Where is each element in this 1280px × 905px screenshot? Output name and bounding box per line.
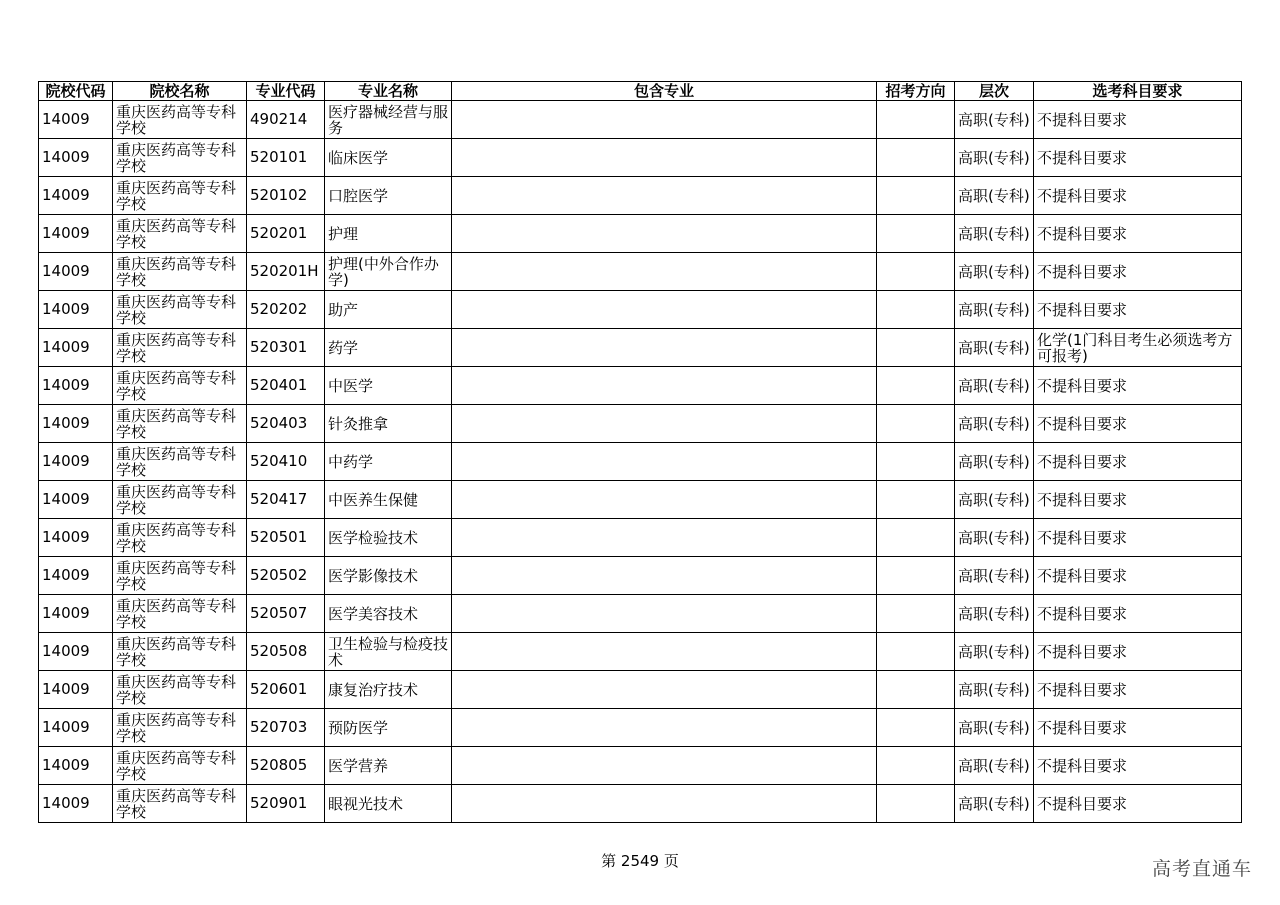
cell-major-code: 490214 <box>247 101 325 139</box>
cell-subject-requirement: 不提科目要求 <box>1034 595 1242 633</box>
cell-level: 高职(专科) <box>955 443 1034 481</box>
cell-level: 高职(专科) <box>955 557 1034 595</box>
cell-school-name: 重庆医药高等专科学校 <box>113 291 247 329</box>
cell-direction <box>877 557 955 595</box>
table-row <box>39 595 1242 633</box>
cell-included-majors <box>452 595 877 633</box>
cell-major-code: 520202 <box>247 291 325 329</box>
cell-direction <box>877 519 955 557</box>
cell-subject-requirement: 不提科目要求 <box>1034 785 1242 823</box>
cell-school-name: 重庆医药高等专科学校 <box>113 253 247 291</box>
header-included-majors: 包含专业 <box>452 82 877 101</box>
cell-included-majors <box>452 101 877 139</box>
cell-included-majors <box>452 253 877 291</box>
cell-major-code: 520101 <box>247 139 325 177</box>
cell-direction <box>877 785 955 823</box>
cell-direction <box>877 291 955 329</box>
cell-direction <box>877 481 955 519</box>
table-row <box>39 633 1242 671</box>
cell-major-name: 护理 <box>325 215 452 253</box>
cell-direction <box>877 215 955 253</box>
header-level: 层次 <box>955 82 1034 101</box>
cell-school-code: 14009 <box>39 557 113 595</box>
cell-subject-requirement: 不提科目要求 <box>1034 443 1242 481</box>
cell-direction <box>877 405 955 443</box>
cell-subject-requirement: 不提科目要求 <box>1034 557 1242 595</box>
table-row <box>39 557 1242 595</box>
header-row <box>39 82 1242 101</box>
cell-major-name: 护理(中外合作办学) <box>325 253 452 291</box>
cell-major-code: 520901 <box>247 785 325 823</box>
cell-major-code: 520201 <box>247 215 325 253</box>
cell-school-code: 14009 <box>39 177 113 215</box>
cell-school-name: 重庆医药高等专科学校 <box>113 101 247 139</box>
cell-school-name: 重庆医药高等专科学校 <box>113 139 247 177</box>
cell-level: 高职(专科) <box>955 215 1034 253</box>
cell-subject-requirement: 不提科目要求 <box>1034 177 1242 215</box>
cell-subject-requirement: 不提科目要求 <box>1034 481 1242 519</box>
cell-school-code: 14009 <box>39 481 113 519</box>
cell-school-code: 14009 <box>39 215 113 253</box>
cell-school-name: 重庆医药高等专科学校 <box>113 557 247 595</box>
cell-major-name: 临床医学 <box>325 139 452 177</box>
table-row <box>39 253 1242 291</box>
cell-school-code: 14009 <box>39 747 113 785</box>
cell-school-code: 14009 <box>39 101 113 139</box>
cell-direction <box>877 633 955 671</box>
watermark-text: 高考直通车 <box>1151 858 1252 880</box>
cell-subject-requirement: 不提科目要求 <box>1034 139 1242 177</box>
cell-direction <box>877 253 955 291</box>
cell-level: 高职(专科) <box>955 367 1034 405</box>
cell-subject-requirement: 不提科目要求 <box>1034 747 1242 785</box>
cell-level: 高职(专科) <box>955 709 1034 747</box>
cell-included-majors <box>452 557 877 595</box>
cell-major-name: 药学 <box>325 329 452 367</box>
cell-school-name: 重庆医药高等专科学校 <box>113 443 247 481</box>
cell-school-name: 重庆医药高等专科学校 <box>113 481 247 519</box>
cell-major-name: 医疗器械经营与服务 <box>325 101 452 139</box>
cell-subject-requirement: 不提科目要求 <box>1034 253 1242 291</box>
table-row <box>39 139 1242 177</box>
cell-included-majors <box>452 671 877 709</box>
cell-direction <box>877 367 955 405</box>
cell-school-code: 14009 <box>39 139 113 177</box>
header-school-code: 院校代码 <box>39 82 113 101</box>
cell-included-majors <box>452 329 877 367</box>
cell-school-code: 14009 <box>39 519 113 557</box>
cell-major-name: 眼视光技术 <box>325 785 452 823</box>
header-major-code: 专业代码 <box>247 82 325 101</box>
cell-included-majors <box>452 709 877 747</box>
cell-school-name: 重庆医药高等专科学校 <box>113 595 247 633</box>
cell-included-majors <box>452 177 877 215</box>
cell-subject-requirement: 不提科目要求 <box>1034 709 1242 747</box>
cell-major-code: 520201H <box>247 253 325 291</box>
table-row <box>39 101 1242 139</box>
table-row <box>39 215 1242 253</box>
cell-school-name: 重庆医药高等专科学校 <box>113 405 247 443</box>
cell-school-name: 重庆医药高等专科学校 <box>113 519 247 557</box>
cell-direction <box>877 709 955 747</box>
cell-major-name: 康复治疗技术 <box>325 671 452 709</box>
cell-school-name: 重庆医药高等专科学校 <box>113 329 247 367</box>
header-subject-requirement: 选考科目要求 <box>1034 82 1242 101</box>
table-row <box>39 481 1242 519</box>
cell-level: 高职(专科) <box>955 405 1034 443</box>
cell-major-name: 口腔医学 <box>325 177 452 215</box>
cell-subject-requirement: 化学(1门科目考生必须选考方可报考) <box>1034 329 1242 367</box>
cell-school-code: 14009 <box>39 595 113 633</box>
cell-major-name: 中药学 <box>325 443 452 481</box>
cell-subject-requirement: 不提科目要求 <box>1034 519 1242 557</box>
cell-major-code: 520102 <box>247 177 325 215</box>
cell-direction <box>877 747 955 785</box>
cell-included-majors <box>452 785 877 823</box>
cell-major-name: 针灸推拿 <box>325 405 452 443</box>
table-row <box>39 329 1242 367</box>
cell-school-code: 14009 <box>39 785 113 823</box>
cell-major-name: 医学影像技术 <box>325 557 452 595</box>
cell-school-name: 重庆医药高等专科学校 <box>113 709 247 747</box>
cell-major-name: 预防医学 <box>325 709 452 747</box>
cell-major-name: 中医养生保健 <box>325 481 452 519</box>
cell-level: 高职(专科) <box>955 177 1034 215</box>
cell-included-majors <box>452 139 877 177</box>
cell-subject-requirement: 不提科目要求 <box>1034 291 1242 329</box>
table-row <box>39 405 1242 443</box>
cell-major-code: 520601 <box>247 671 325 709</box>
cell-level: 高职(专科) <box>955 291 1034 329</box>
cell-major-code: 520410 <box>247 443 325 481</box>
cell-major-name: 医学美容技术 <box>325 595 452 633</box>
cell-direction <box>877 595 955 633</box>
table-row <box>39 443 1242 481</box>
cell-level: 高职(专科) <box>955 785 1034 823</box>
table-row <box>39 785 1242 823</box>
cell-subject-requirement: 不提科目要求 <box>1034 633 1242 671</box>
cell-school-code: 14009 <box>39 671 113 709</box>
table-row <box>39 519 1242 557</box>
majors-table <box>38 81 1242 823</box>
cell-level: 高职(专科) <box>955 481 1034 519</box>
cell-level: 高职(专科) <box>955 101 1034 139</box>
cell-included-majors <box>452 519 877 557</box>
cell-included-majors <box>452 405 877 443</box>
table-row <box>39 747 1242 785</box>
cell-level: 高职(专科) <box>955 633 1034 671</box>
cell-school-code: 14009 <box>39 367 113 405</box>
cell-school-code: 14009 <box>39 291 113 329</box>
cell-school-name: 重庆医药高等专科学校 <box>113 367 247 405</box>
table-row <box>39 367 1242 405</box>
header-direction: 招考方向 <box>877 82 955 101</box>
cell-direction <box>877 139 955 177</box>
cell-included-majors <box>452 215 877 253</box>
page-number: 第 2549 页 <box>601 852 679 870</box>
cell-school-name: 重庆医药高等专科学校 <box>113 633 247 671</box>
table-row <box>39 291 1242 329</box>
cell-major-code: 520501 <box>247 519 325 557</box>
cell-included-majors <box>452 367 877 405</box>
cell-school-name: 重庆医药高等专科学校 <box>113 671 247 709</box>
cell-school-code: 14009 <box>39 253 113 291</box>
cell-direction <box>877 101 955 139</box>
cell-school-name: 重庆医药高等专科学校 <box>113 747 247 785</box>
cell-school-code: 14009 <box>39 443 113 481</box>
cell-school-code: 14009 <box>39 405 113 443</box>
cell-direction <box>877 177 955 215</box>
cell-subject-requirement: 不提科目要求 <box>1034 367 1242 405</box>
cell-major-code: 520507 <box>247 595 325 633</box>
cell-included-majors <box>452 291 877 329</box>
cell-subject-requirement: 不提科目要求 <box>1034 215 1242 253</box>
cell-major-name: 卫生检验与检疫技术 <box>325 633 452 671</box>
cell-major-code: 520703 <box>247 709 325 747</box>
cell-level: 高职(专科) <box>955 671 1034 709</box>
header-school-name: 院校名称 <box>113 82 247 101</box>
cell-school-code: 14009 <box>39 329 113 367</box>
cell-direction <box>877 671 955 709</box>
cell-major-code: 520417 <box>247 481 325 519</box>
table-row <box>39 709 1242 747</box>
cell-level: 高职(专科) <box>955 139 1034 177</box>
cell-subject-requirement: 不提科目要求 <box>1034 101 1242 139</box>
cell-major-code: 520403 <box>247 405 325 443</box>
table-body <box>39 101 1242 823</box>
cell-school-name: 重庆医药高等专科学校 <box>113 785 247 823</box>
cell-major-code: 520508 <box>247 633 325 671</box>
table-row <box>39 671 1242 709</box>
table-row <box>39 177 1242 215</box>
cell-major-code: 520502 <box>247 557 325 595</box>
cell-level: 高职(专科) <box>955 329 1034 367</box>
cell-level: 高职(专科) <box>955 747 1034 785</box>
cell-level: 高职(专科) <box>955 253 1034 291</box>
cell-included-majors <box>452 633 877 671</box>
cell-major-name: 助产 <box>325 291 452 329</box>
cell-level: 高职(专科) <box>955 519 1034 557</box>
cell-school-name: 重庆医药高等专科学校 <box>113 215 247 253</box>
cell-major-code: 520301 <box>247 329 325 367</box>
cell-direction <box>877 443 955 481</box>
cell-major-name: 中医学 <box>325 367 452 405</box>
cell-level: 高职(专科) <box>955 595 1034 633</box>
cell-included-majors <box>452 747 877 785</box>
cell-school-name: 重庆医药高等专科学校 <box>113 177 247 215</box>
cell-subject-requirement: 不提科目要求 <box>1034 405 1242 443</box>
cell-major-name: 医学检验技术 <box>325 519 452 557</box>
cell-included-majors <box>452 443 877 481</box>
cell-major-name: 医学营养 <box>325 747 452 785</box>
cell-school-code: 14009 <box>39 633 113 671</box>
cell-included-majors <box>452 481 877 519</box>
header-major-name: 专业名称 <box>325 82 452 101</box>
cell-school-code: 14009 <box>39 709 113 747</box>
cell-subject-requirement: 不提科目要求 <box>1034 671 1242 709</box>
cell-direction <box>877 329 955 367</box>
cell-major-code: 520805 <box>247 747 325 785</box>
cell-major-code: 520401 <box>247 367 325 405</box>
